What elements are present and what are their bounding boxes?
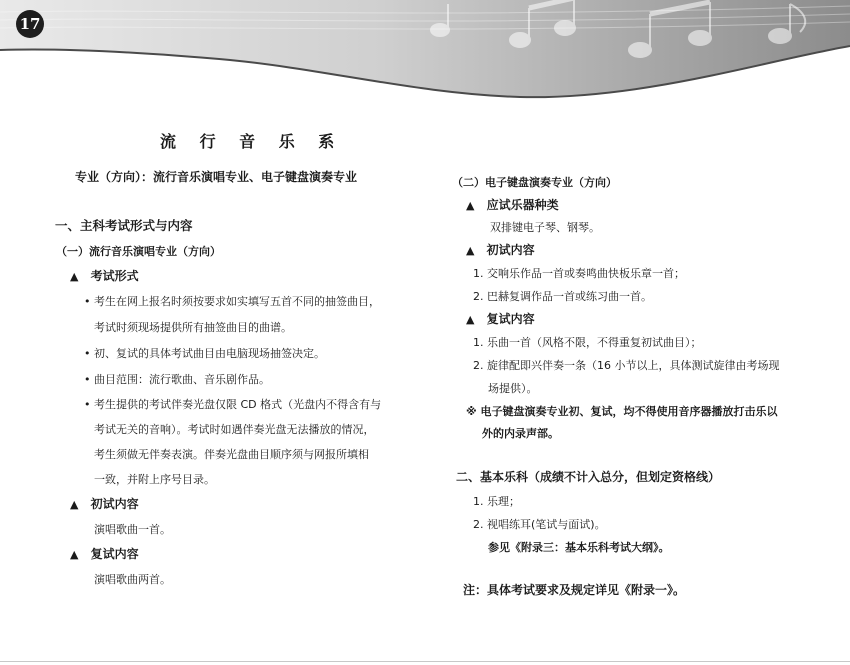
heading-retest-keyboard: ▲ 复试内容	[466, 312, 535, 326]
list-item: 一致，并附上序号目录。	[94, 473, 215, 486]
section-heading-basic-music: 二、基本乐科（成绩不计入总分，但划定资格线）	[456, 470, 721, 484]
list-item: 考试无关的音响）。考试时如遇伴奏光盘无法播放的情况，	[94, 423, 375, 436]
initial-exam-text: 演唱歌曲一首。	[94, 523, 171, 536]
heading-retest: ▲ 复试内容	[70, 547, 139, 561]
list-item: • 曲目范围：流行歌曲、音乐剧作品。	[84, 373, 270, 386]
list-item: 1. 乐理；	[473, 495, 520, 508]
triangle-bullet-icon: ▲	[70, 270, 79, 283]
retest-text: 演唱歌曲两首。	[94, 573, 171, 586]
list-item: • 初、复试的具体考试曲目由电脑现场抽签决定。	[84, 347, 325, 360]
list-item: 考试时须现场提供所有抽签曲目的曲谱。	[94, 321, 292, 334]
list-item: 2. 旋律配即兴伴奏一条（16 小节以上，具体测试旋律由考场现	[473, 359, 780, 372]
triangle-bullet-icon: ▲	[466, 313, 475, 326]
list-item: 考生须做无伴奏表演。伴奏光盘曲目顺序须与网报所填相	[94, 448, 369, 461]
heading-initial-exam: ▲ 初试内容	[70, 497, 139, 511]
list-item: 1. 乐曲一首（风格不限，不得重复初试曲目）；	[473, 336, 702, 349]
heading-initial-exam-keyboard: ▲ 初试内容	[466, 243, 535, 257]
notice-line: ※ 电子键盘演奏专业初、复试，均不得使用音序器播放打击乐以	[466, 405, 778, 418]
list-item: 场提供）。	[488, 382, 538, 395]
list-item: 2. 巴赫复调作品一首或练习曲一首。	[473, 290, 652, 303]
triangle-bullet-icon: ▲	[466, 244, 475, 257]
subsection-heading-keyboard: （二）电子键盘演奏专业（方向）	[452, 176, 617, 189]
section-heading-main-subject: 一、主科考试形式与内容	[55, 218, 193, 233]
instrument-text: 双排键电子琴、钢琴。	[490, 221, 600, 234]
header-music-banner	[0, 0, 850, 110]
triangle-bullet-icon: ▲	[70, 548, 79, 561]
department-title: 流 行 音 乐 系	[160, 132, 344, 151]
triangle-bullet-icon: ▲	[466, 199, 475, 212]
page-number: 17	[16, 10, 44, 38]
majors-line: 专业（方向）：流行音乐演唱专业、电子键盘演奏专业	[75, 170, 358, 184]
heading-instrument-types: ▲ 应试乐器种类	[466, 198, 559, 212]
list-item: 1. 交响乐作品一首或奏鸣曲快板乐章一首；	[473, 267, 685, 280]
subsection-heading-pop-vocal: （一）流行音乐演唱专业（方向）	[56, 245, 221, 258]
footnote: 注：具体考试要求及规定详见《附录一》。	[463, 583, 686, 597]
notice-line: 外的内录声部。	[482, 427, 559, 440]
list-item: 2. 视唱练耳(笔试与面试)。	[473, 518, 606, 531]
list-item: • 考生提供的考试伴奏光盘仅限 CD 格式（光盘内不得含有与	[84, 398, 382, 411]
triangle-bullet-icon: ▲	[70, 498, 79, 511]
heading-exam-format: ▲ 考试形式	[70, 269, 139, 283]
appendix-reference: 参见《附录三：基本乐科考试大纲》。	[488, 541, 670, 554]
list-item: • 考生在网上报名时须按要求如实填写五首不同的抽签曲目，	[84, 295, 380, 308]
bottom-divider	[0, 661, 850, 662]
